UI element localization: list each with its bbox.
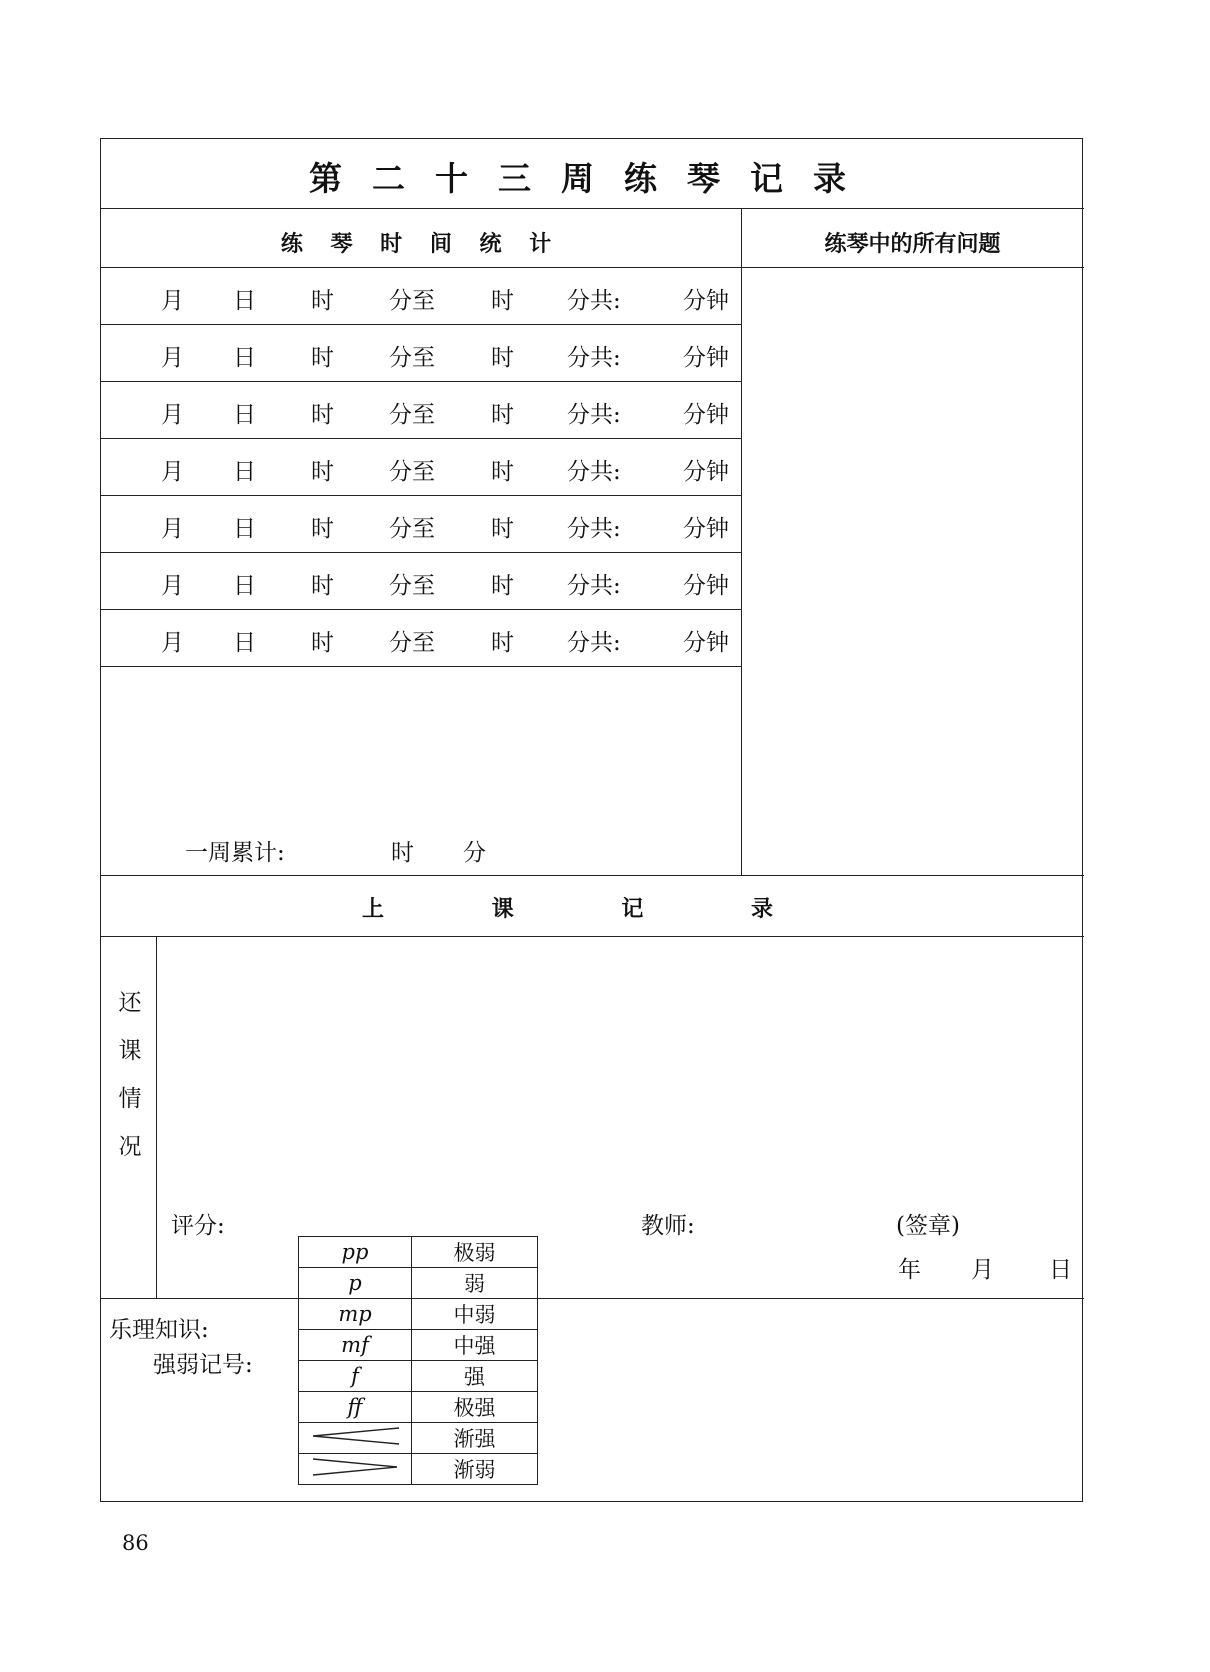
dynamics-row — [299, 1299, 538, 1330]
lesson-record-heading: 上 课 记 录 — [362, 896, 823, 922]
dynamics-row — [299, 1454, 538, 1485]
practice-row-minutes: 分钟 — [683, 459, 729, 485]
practice-row — [101, 495, 741, 552]
practice-row-minutes: 分钟 — [683, 516, 729, 542]
review-label-char: 课 — [118, 1038, 142, 1064]
page-title: 第二十三周练琴记录 — [309, 159, 876, 198]
column-divider — [741, 208, 742, 875]
practice-row — [101, 438, 741, 495]
practice-row — [101, 609, 741, 666]
practice-row-minutes: 分钟 — [683, 345, 729, 371]
practice-row-minute-to: 分至 — [389, 516, 435, 542]
practice-row-day: 日 — [233, 516, 256, 542]
practice-row-month: 月 — [161, 288, 184, 314]
practice-row-month: 月 — [161, 345, 184, 371]
dynamics-row — [299, 1361, 538, 1392]
practice-row-hour2: 时 — [491, 288, 514, 314]
practice-row-hour: 时 — [311, 459, 334, 485]
dynamic-meaning: 渐弱 — [412, 1454, 538, 1485]
practice-row-hour2: 时 — [491, 402, 514, 428]
practice-row-minute-to: 分至 — [389, 288, 435, 314]
dynamic-symbol: ff — [299, 1392, 412, 1423]
practice-row-minute-total: 分共: — [567, 345, 621, 371]
divider — [101, 936, 1084, 937]
dynamic-symbol: f — [299, 1361, 412, 1392]
practice-row-hour2: 时 — [491, 630, 514, 656]
practice-row-month: 月 — [161, 516, 184, 542]
practice-row-minute-to: 分至 — [389, 459, 435, 485]
practice-row-month: 月 — [161, 402, 184, 428]
weekly-total-hour: 时 — [391, 840, 414, 866]
column-divider — [156, 936, 157, 1298]
practice-row-minute-to: 分至 — [389, 345, 435, 371]
practice-row-day: 日 — [233, 459, 256, 485]
dynamic-symbol: p — [299, 1268, 412, 1299]
dynamics-row — [299, 1268, 538, 1299]
practice-row-day: 日 — [233, 573, 256, 599]
practice-row-minute-total: 分共: — [567, 630, 621, 656]
practice-row-hour2: 时 — [491, 345, 514, 371]
practice-row — [101, 381, 741, 438]
divider — [101, 1298, 1084, 1299]
dynamic-meaning: 强 — [412, 1361, 538, 1392]
date-year: 年 — [898, 1257, 921, 1283]
practice-row-month: 月 — [161, 573, 184, 599]
practice-row-month: 月 — [161, 459, 184, 485]
practice-row — [101, 267, 741, 324]
practice-row-day: 日 — [233, 402, 256, 428]
practice-record-form — [100, 138, 1083, 1502]
practice-row-minute-total: 分共: — [567, 459, 621, 485]
practice-row-minutes: 分钟 — [683, 402, 729, 428]
dynamic-meaning: 极弱 — [412, 1237, 538, 1268]
practice-row-hour: 时 — [311, 402, 334, 428]
practice-row-day: 日 — [233, 288, 256, 314]
practice-row-hour: 时 — [311, 288, 334, 314]
practice-row-minute-to: 分至 — [389, 630, 435, 656]
problems-heading: 练琴中的所有问题 — [824, 231, 1001, 257]
decrescendo-hairpin-icon — [299, 1454, 412, 1485]
dynamic-symbol: mp — [299, 1299, 412, 1330]
dynamic-symbol: pp — [299, 1237, 412, 1268]
stamp-label: (签章) — [896, 1213, 960, 1239]
dynamics-row — [299, 1237, 538, 1268]
divider — [101, 875, 1084, 876]
practice-row-minute-to: 分至 — [389, 573, 435, 599]
weekly-total-label: 一周累计: — [185, 840, 285, 866]
practice-row — [101, 324, 741, 381]
practice-row-hour2: 时 — [491, 459, 514, 485]
practice-row-minute-total: 分共: — [567, 516, 621, 542]
weekly-total-minute: 分 — [463, 840, 486, 866]
dynamic-meaning: 中弱 — [412, 1299, 538, 1330]
dynamic-meaning: 渐强 — [412, 1423, 538, 1454]
row-divider — [101, 666, 741, 667]
dynamic-meaning: 弱 — [412, 1268, 538, 1299]
dynamics-row — [299, 1330, 538, 1361]
dynamic-symbol: mf — [299, 1330, 412, 1361]
practice-row-day: 日 — [233, 630, 256, 656]
date-day: 日 — [1049, 1257, 1072, 1283]
review-label-char: 况 — [118, 1134, 142, 1160]
practice-row-minute-total: 分共: — [567, 288, 621, 314]
dynamic-meaning: 中强 — [412, 1330, 538, 1361]
review-label-char: 情 — [118, 1086, 142, 1112]
practice-row-hour: 时 — [311, 345, 334, 371]
practice-row-minutes: 分钟 — [683, 288, 729, 314]
practice-row-hour: 时 — [311, 516, 334, 542]
date-month: 月 — [971, 1257, 994, 1283]
practice-row-hour: 时 — [311, 573, 334, 599]
practice-row — [101, 552, 741, 609]
divider — [101, 208, 1084, 209]
practice-row-minute-total: 分共: — [567, 402, 621, 428]
practice-row-hour2: 时 — [491, 516, 514, 542]
dynamics-table — [298, 1236, 538, 1485]
practice-row-minute-to: 分至 — [389, 402, 435, 428]
dynamic-meaning: 极强 — [412, 1392, 538, 1423]
practice-row-hour: 时 — [311, 630, 334, 656]
practice-row-hour2: 时 — [491, 573, 514, 599]
teacher-label: 教师: — [641, 1213, 695, 1239]
theory-label: 乐理知识: — [109, 1317, 209, 1343]
score-label: 评分: — [171, 1213, 225, 1239]
practice-row-month: 月 — [161, 630, 184, 656]
dynamics-row — [299, 1392, 538, 1423]
practice-row-minutes: 分钟 — [683, 573, 729, 599]
practice-row-minutes: 分钟 — [683, 630, 729, 656]
dynamics-row — [299, 1423, 538, 1454]
practice-time-heading: 练 琴 时 间 统 计 — [280, 231, 562, 257]
review-label — [115, 979, 145, 1171]
review-label-char: 还 — [118, 990, 142, 1016]
practice-row-day: 日 — [233, 345, 256, 371]
crescendo-hairpin-icon — [299, 1423, 412, 1454]
page-number: 86 — [122, 1531, 149, 1555]
practice-row-minute-total: 分共: — [567, 573, 621, 599]
dynamics-label: 强弱记号: — [153, 1352, 253, 1378]
